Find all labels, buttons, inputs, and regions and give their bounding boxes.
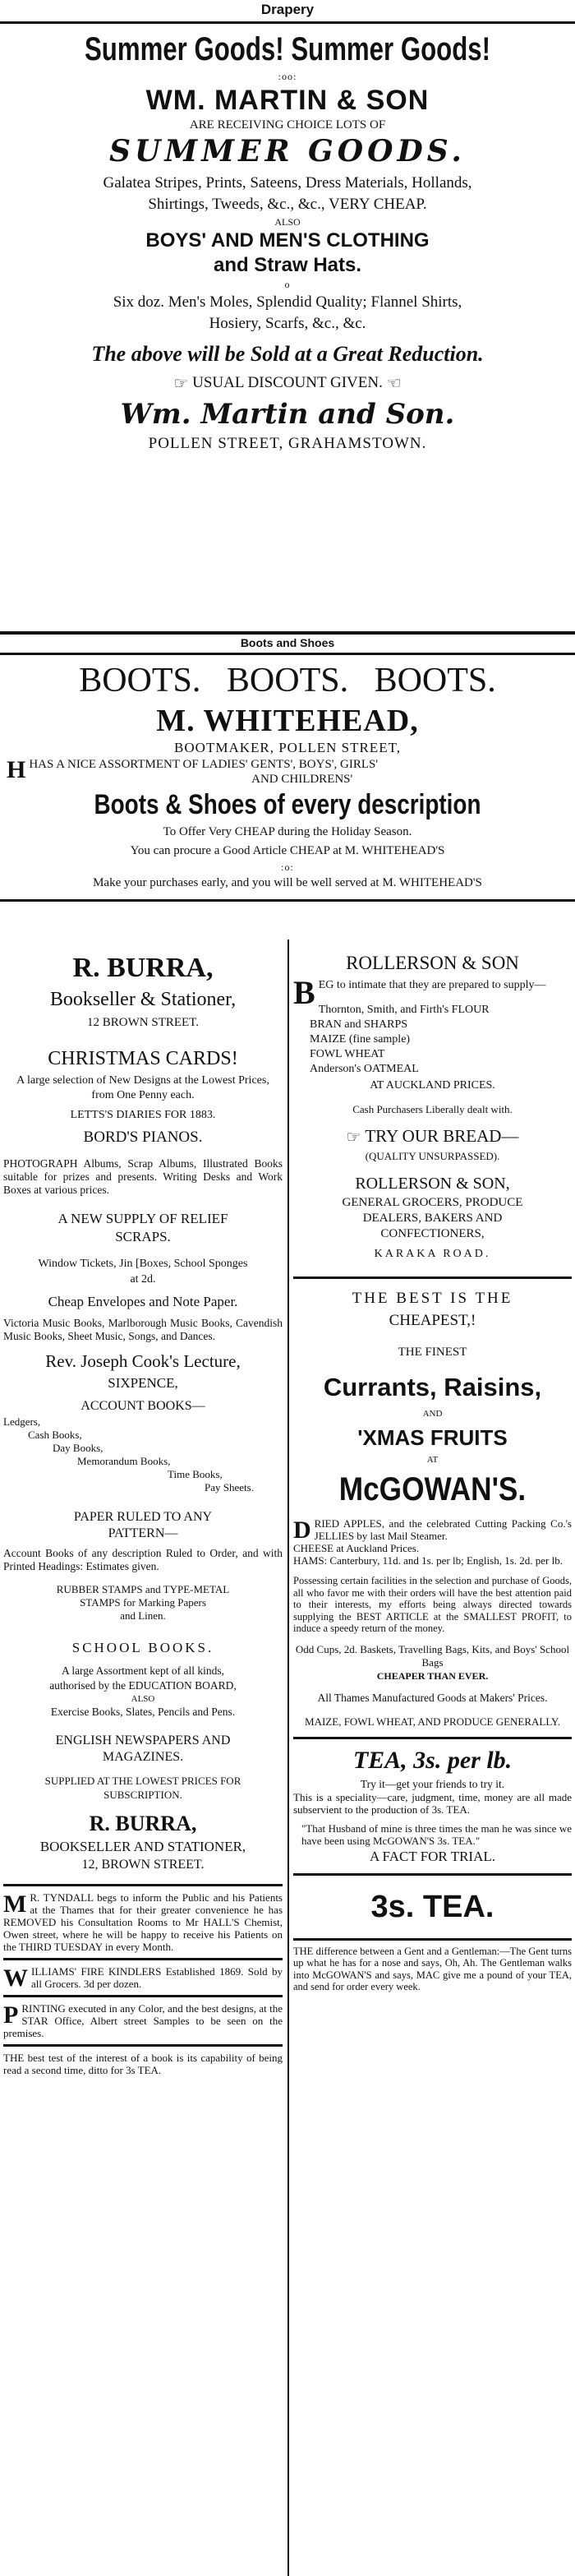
burra-trade: Bookseller & Stationer, — [49, 989, 237, 1010]
printing-notice: PRINTING executed in any Color, and the best designs, at the STAR Office, Albert street Samples to be seen on the premises. — [3, 2001, 283, 2039]
martin-signature: Wm. Martin and Son. — [120, 397, 455, 431]
every-description: Boots & Shoes of every description — [94, 789, 481, 820]
drapery-section — [0, 0, 575, 455]
account-list — [3, 1415, 283, 1494]
english-1: ENGLISH NEWSPAPERS AND — [55, 1733, 231, 1747]
grocers-1: GENERAL GROCERS, PRODUCE — [342, 1196, 523, 1210]
cook-price: SIXPENCE, — [108, 1375, 178, 1391]
pointing-hand-icon: ☜ — [386, 374, 402, 393]
dropcap: M — [3, 1890, 27, 1918]
goods-line-1: Galatea Stripes, Prints, Sateens, Dress Materials, Hollands, — [103, 174, 472, 192]
music-books: Victoria Music Books, Marlborough Music Books, Cavendish Music Books, Sheet Music, Songs, and Dances. — [3, 1317, 283, 1342]
grocers-2: DEALERS, BAKERS AND — [362, 1212, 503, 1226]
assortment-line: HHAS A NICE ASSORTMENT OF LADIES' GENTS', BOYS', GIRLS' — [7, 756, 379, 783]
ornament: :oo: — [278, 71, 297, 82]
english-2: MAGAZINES. — [102, 1750, 184, 1764]
best-test: THE best test of the interest of a book is its capability of being read a second time, ditto for 3s TEA. — [3, 2052, 283, 2076]
firm-name-martin: WM. MARTIN & SON — [145, 85, 430, 116]
paper-pattern: PATTERN— — [108, 1526, 178, 1540]
section-header-drapery: Drapery — [0, 0, 575, 24]
rubber-2: STAMPS for Marking Papers — [80, 1596, 206, 1609]
christmas-body: A large selection of New Designs at the Lowest Prices, from One Penny each. — [16, 1074, 269, 1101]
school-books: SCHOOL BOOKS. — [71, 1640, 214, 1655]
cheaper-than-ever: CHEAPER THAN EVER. — [376, 1669, 489, 1682]
dropcap: H — [7, 756, 26, 783]
section-header-boots: Boots and Shoes — [0, 635, 575, 655]
school-also: ALSO — [131, 1694, 155, 1704]
clothing-line-1: BOYS' AND MEN'S CLOTHING — [145, 229, 430, 252]
dropcap: W — [3, 1964, 28, 1992]
window-tickets: Window Tickets, Jin [Boxes, School Sponges — [38, 1258, 248, 1270]
photo-albums: PHOTOGRAPH Albums, Scrap Albums, Illustrated Books suitable for prizes and presents. Writing Desks and Work Boxes at various prices. — [3, 1157, 283, 1196]
speciality: This is a speciality—care, judgment, time, money are all made subservient to the production of 3s. TEA. — [293, 1790, 572, 1816]
list-item: Day Books, — [53, 1442, 104, 1454]
boots-headline: BOOTS. BOOTS. BOOTS. — [79, 662, 496, 699]
dropcap: D — [293, 1517, 311, 1544]
rollerson-name-2: ROLLERSON & SON, — [355, 1175, 510, 1193]
and-label: AND — [422, 1409, 443, 1420]
column-divider — [288, 939, 289, 2576]
rollerson-name: ROLLERSON & SON — [346, 953, 519, 973]
list-item: Anderson's OATMEAL — [310, 1063, 419, 1075]
discount-line — [0, 371, 575, 396]
thames-goods: All Thames Manufactured Goods at Makers' Prices. — [317, 1691, 548, 1704]
hams-line: HAMS: Canterbury, 11d. and 1s. per lb; English, 1s. 2d. per lb. — [293, 1554, 563, 1567]
fact-for-trial: A FACT FOR TRIAL. — [369, 1848, 496, 1864]
dropcap: B — [293, 974, 315, 1011]
odd-cups: Odd Cups, 2d. Baskets, Travelling Bags, Kits, and Boys' School Bags — [295, 1642, 570, 1669]
husband-quote: "That Husband of mine is three times the man he was since we have been using McGOWAN'S 3s. TEA." — [301, 1821, 572, 1847]
try-bread: ☞ TRY OUR BREAD— — [293, 1124, 572, 1149]
cash-purchasers: Cash Purchasers Liberally dealt with. — [352, 1103, 513, 1115]
clothing-line-2: and Straw Hats. — [213, 254, 362, 276]
pointing-hand-icon: ☞ — [173, 374, 189, 393]
exercise-books: Exercise Books, Slates, Pencils and Pens. — [50, 1706, 236, 1718]
rubber-1: RUBBER STAMPS and TYPE-METAL — [56, 1583, 230, 1595]
letts-diaries: LETTS'S DIARIES FOR 1883. — [70, 1109, 216, 1121]
reduction-line: The above will be Sold at a Great Reduction. — [91, 342, 484, 366]
goods-line-2: Shirtings, Tweeds, &c., &c., VERY CHEAP. — [148, 196, 427, 213]
xmas-fruits: 'XMAS FRUITS — [357, 1425, 508, 1451]
dropcap: P — [3, 2001, 19, 2029]
relief-2: SCRAPS. — [115, 1229, 171, 1244]
list-item: Pay Sheets. — [205, 1481, 254, 1493]
williams-kindlers: WILLIAMS' FIRE KINDLERS Established 1869. Sold by all Grocers. 3d per dozen. — [3, 1964, 283, 1992]
account-books: ACCOUNT BOOKS— — [80, 1399, 205, 1413]
relief-1: A NEW SUPPLY OF RELIEF — [58, 1211, 228, 1226]
offer-line: To Offer Very CHEAP during the Holiday Season. — [163, 825, 412, 838]
bords-pianos: BORD'S PIANOS. — [83, 1129, 203, 1146]
whitehead-trade: BOOTMAKER, POLLEN STREET, — [174, 740, 401, 755]
ornament: :o: — [281, 861, 294, 873]
supply-list — [293, 1003, 572, 1077]
purchases-line: Make your purchases early, and you will be well served at M. WHITEHEAD'S — [93, 876, 482, 889]
list-item: FOWL WHEAT — [310, 1048, 385, 1060]
list-item: BRAN and SHARPS — [310, 1018, 408, 1031]
burra2-trade: BOOKSELLER AND STATIONER, — [39, 1839, 246, 1854]
list-item: MAIZE (fine sample) — [310, 1033, 411, 1046]
moles-line-1: Six doz. Men's Moles, Splendid Quality; Flannel Shirts, — [113, 293, 462, 311]
dried-apples: DRIED APPLES, and the celebrated Cutting Packing Co.'s JELLIES by last Mail Steamer. — [293, 1517, 572, 1544]
burra-name: R. BURRA, — [72, 953, 214, 983]
right-column — [293, 944, 572, 2576]
christmas-cards: CHRISTMAS CARDS! — [48, 1048, 238, 1069]
tea-price: TEA, 3s. per lb. — [352, 1746, 513, 1774]
tea-big: 3s. TEA. — [370, 1889, 494, 1924]
also-label: ALSO — [274, 216, 301, 228]
best-cheapest-2: CHEAPEST,! — [389, 1312, 476, 1330]
bread-quality: (QUALITY UNSURPASSED). — [365, 1150, 500, 1163]
try-tea: Try it—get your friends to try it. — [360, 1777, 505, 1790]
burra2-address: 12, BROWN STREET. — [81, 1858, 205, 1872]
list-item: Memorandum Books, — [77, 1455, 171, 1467]
burra2-name: R. BURRA, — [89, 1812, 197, 1835]
possessing-paragraph: Possessing certain facilities in the selection and purchase of Goods, all who favor me with their orders will have the best attention paid to their interests, my efforts being always directed towards supplying the BEST ARTICLE at the SMALLEST PROFIT, to induce a speedy return of the money. — [293, 1575, 572, 1635]
grocers-3: CONFECTIONERS, — [380, 1227, 485, 1241]
summer-goods-title: SUMMER GOODS. — [109, 134, 466, 169]
best-cheapest-1: THE BEST IS THE — [352, 1290, 513, 1308]
the-finest: THE FINEST — [398, 1346, 467, 1360]
moles-line-2: Hosiery, Scarfs, &c., &c. — [209, 315, 366, 332]
window-tickets-2: at 2d. — [130, 1273, 156, 1286]
currants-raisins: Currants, Raisins, — [323, 1373, 542, 1402]
firm-name-whitehead: M. WHITEHEAD, — [156, 704, 419, 738]
rollerson-intro: BEG to intimate that they are prepared to supply— — [293, 974, 546, 1011]
list-item: Thornton, Smith, and Firth's FLOUR — [318, 1004, 490, 1016]
boots-section — [0, 631, 575, 902]
ornament: o — [284, 279, 291, 290]
pointing-hand-icon: ☞ — [346, 1129, 361, 1147]
list-item: Cash Books, — [28, 1429, 82, 1441]
drapery-headline: Summer Goods! Summer Goods! — [84, 31, 491, 67]
burra-address: 12 BROWN STREET. — [87, 1016, 199, 1029]
mcgowans-name: McGOWAN'S. — [338, 1471, 527, 1508]
cheese-line: CHEESE at Auckland Prices. — [293, 1542, 420, 1555]
left-column — [3, 944, 283, 2576]
list-item: Ledgers, — [3, 1415, 41, 1428]
list-item: Time Books, — [168, 1468, 223, 1480]
at-label: AT — [426, 1455, 439, 1466]
martin-address: POLLEN STREET, GRAHAMSTOWN. — [148, 434, 427, 452]
maize-produce: MAIZE, FOWL WHEAT, AND PRODUCE GENERALLY. — [305, 1715, 560, 1728]
supplied-1: SUPPLIED AT THE LOWEST PRICES FOR — [44, 1775, 242, 1787]
cook-lecture: Rev. Joseph Cook's Lecture, — [45, 1351, 241, 1371]
rubber-3: and Linen. — [120, 1609, 166, 1622]
envelopes: Cheap Envelopes and Note Paper. — [48, 1294, 238, 1309]
auckland-prices: AT AUCKLAND PRICES. — [370, 1079, 495, 1092]
procure-line: You can procure a Good Article CHEAP at M. WHITEHEAD'S — [130, 844, 445, 857]
paper-body: Account Books of any description Ruled to Order, and with Printed Headings: Estimates given. — [3, 1547, 283, 1572]
discount-text: USUAL DISCOUNT GIVEN. — [192, 374, 383, 391]
receiving-line: ARE RECEIVING CHOICE LOTS OF — [189, 118, 386, 132]
supplied-2: SUBSCRIPTION. — [104, 1789, 182, 1801]
assortment-line-2: AND CHILDRENS' — [251, 773, 353, 786]
difference-paragraph: THE difference between a Gent and a Gentleman:—The Gent turns up what he has for a nose and says, Oh, Ah. The Gentleman walks into McGOWAN'S and says, MAC give me a pound of your TEA, and send for order every week. — [293, 1945, 572, 1993]
paper-ruled: PAPER RULED TO ANY — [73, 1510, 213, 1524]
karaka-road: KARAKA ROAD. — [374, 1248, 491, 1261]
school-body-1: A large Assortment kept of all kinds, — [61, 1664, 225, 1677]
tyndall-notice: M R. TYNDALL begs to inform the Public and his Patients at the Thames that for their greater convenience he has REMOVED his Consultation Rooms to Mr HALL'S Chemist, Owen street, where he will be happy to receive his Patients on the THIRD TUESDAY in every Month. — [3, 1890, 283, 1953]
school-body-2: authorised by the EDUCATION BOARD, — [49, 1679, 237, 1692]
